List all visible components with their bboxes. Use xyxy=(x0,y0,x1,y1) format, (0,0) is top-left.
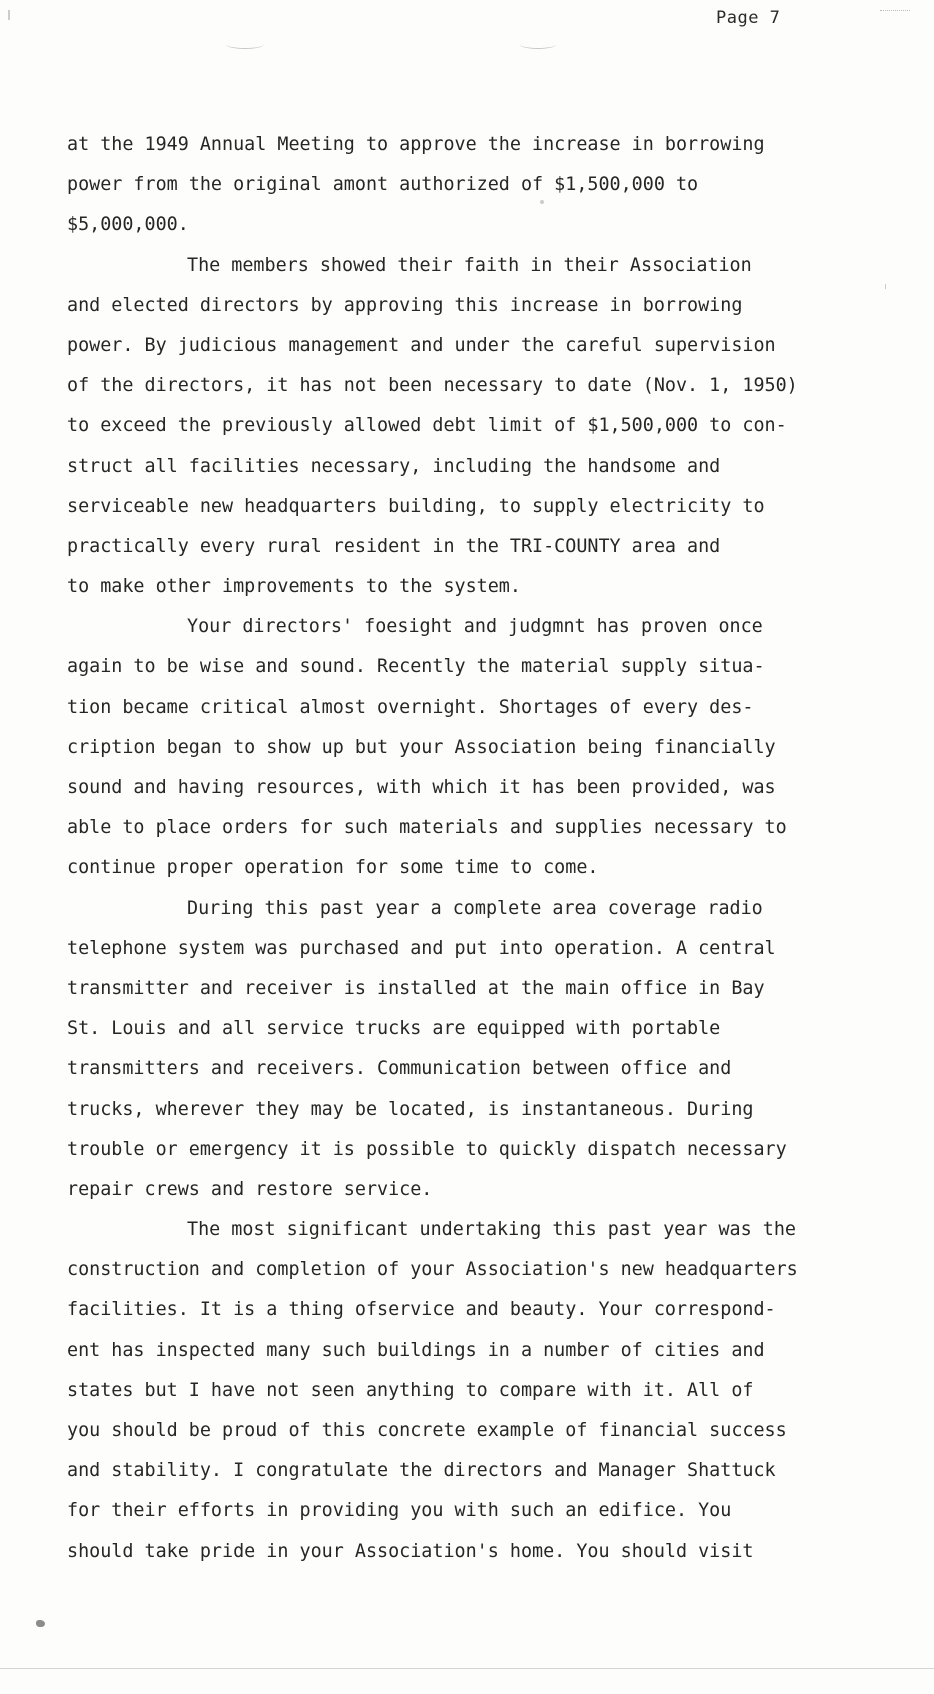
text-line: states but I have not seen anything to compare with it. All of xyxy=(67,1379,754,1401)
text-line: facilities. It is a thing ofservice and beauty. Your correspond- xyxy=(67,1299,776,1321)
text-line: Your directors' foesight and judgmnt has proven once xyxy=(187,616,763,638)
text-line: and elected directors by approving this increase in borrowing xyxy=(67,294,743,316)
text-line: transmitter and receiver is installed at the main office in Bay xyxy=(67,977,765,999)
text-line: trouble or emergency it is possible to quickly dispatch necessary xyxy=(67,1138,787,1160)
paper-crease-mark xyxy=(226,40,264,49)
text-line: again to be wise and sound. Recently the material supply situa- xyxy=(67,656,765,678)
text-line: should take pride in your Association's home. You should visit xyxy=(67,1540,754,1562)
paper-speck xyxy=(880,10,910,13)
text-line: for their efforts in providing you with such an edifice. You xyxy=(67,1500,732,1522)
text-line: able to place orders for such materials and supplies necessary to xyxy=(67,817,787,839)
text-line: During this past year a complete area coverage radio xyxy=(187,897,763,919)
text-line: serviceable new headquarters building, to supply electricity to xyxy=(67,495,765,517)
text-line: of the directors, it has not been necessary to date (Nov. 1, 1950) xyxy=(67,375,798,397)
body-text xyxy=(67,125,887,1572)
text-line: telephone system was purchased and put into operation. A central xyxy=(67,937,776,959)
text-line: you should be proud of this concrete example of financial success xyxy=(67,1420,787,1441)
text-line: power. By judicious management and under the careful supervision xyxy=(67,334,776,356)
text-line: tion became critical almost overnight. Shortages of every des- xyxy=(67,696,754,718)
text-line: ent has inspected many such buildings in a number of cities and xyxy=(67,1339,765,1361)
text-line: transmitters and receivers. Communication between office and xyxy=(67,1058,732,1080)
paper-speck xyxy=(8,10,10,20)
text-line: cription began to show up but your Association being financially xyxy=(67,736,776,758)
text-line: power from the original amont authorized of $1,500,000 to xyxy=(67,174,699,196)
text-line: at the 1949 Annual Meeting to approve the increase in borrowing xyxy=(67,134,765,155)
text-line: $5,000,000. xyxy=(67,214,189,236)
text-line: practically every rural resident in the TRI-COUNTY area and xyxy=(67,535,721,557)
text-line: trucks, wherever they may be located, is instantaneous. During xyxy=(67,1098,754,1120)
text-line: sound and having resources, with which it has been provided, was xyxy=(67,777,776,798)
text-line: struct all facilities necessary, including the handsome and xyxy=(67,455,721,477)
page-bottom-edge xyxy=(0,1668,934,1669)
text-line: St. Louis and all service trucks are equipped with portable xyxy=(67,1018,721,1040)
ink-blot xyxy=(36,1620,45,1627)
text-line: The members showed their faith in their Association xyxy=(187,254,752,276)
text-line: to exceed the previously allowed debt limit of $1,500,000 to con- xyxy=(67,415,787,437)
text-line: to make other improvements to the system. xyxy=(67,576,521,598)
text-line: The most significant undertaking this past year was the xyxy=(187,1219,796,1241)
text-line: continue proper operation for some time to come. xyxy=(67,857,599,879)
text-line: construction and completion of your Association's new headquarters xyxy=(67,1259,798,1281)
text-line: repair crews and restore service. xyxy=(67,1178,433,1200)
text-line: and stability. I congratulate the directors and Manager Shattuck xyxy=(67,1460,776,1482)
paper-crease-mark xyxy=(520,40,556,49)
page-number: Page 7 xyxy=(716,8,781,28)
